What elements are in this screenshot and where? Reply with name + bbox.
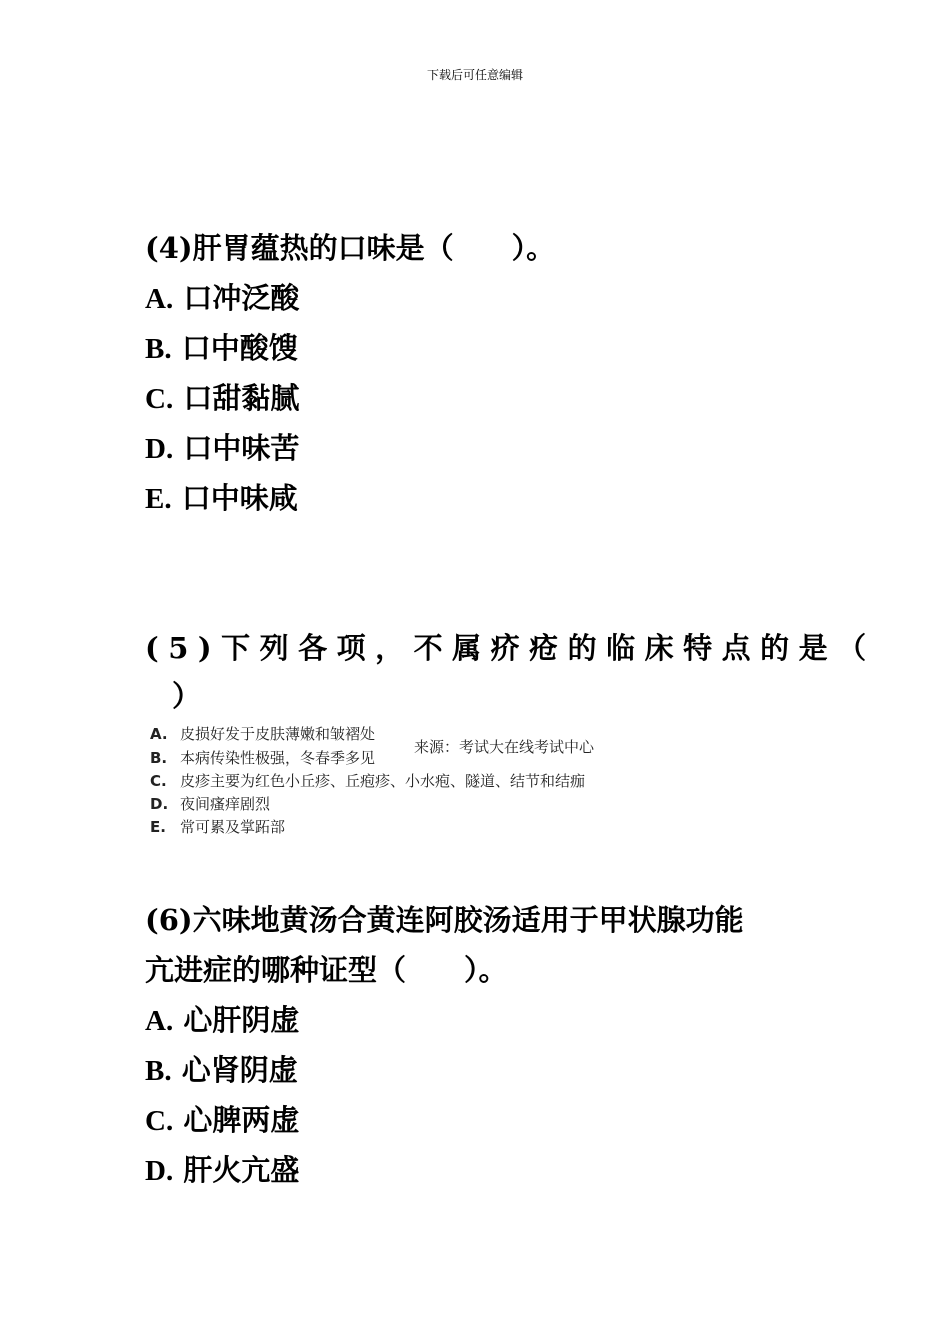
option-letter: D. <box>145 1155 174 1187</box>
option-letter: C. <box>150 772 167 790</box>
option-text: 肝火亢盛 <box>183 1153 300 1187</box>
option-text: 皮疹主要为红色小丘疹、丘疱疹、小水疱、隧道、结节和结痂 <box>180 772 586 790</box>
option-letter: B. <box>150 749 168 767</box>
option-text: 口中味咸 <box>181 481 298 515</box>
option-text: 本病传染性极强，冬春季多见 <box>180 749 376 767</box>
option-text: 口中酸馊 <box>181 331 298 365</box>
question-5-stem-line1: (5)下列各项，不属疥疮的临床特点的是（ <box>145 631 876 665</box>
option-letter: B. <box>145 333 172 365</box>
question-6-stem-line1: (6)六味地黄汤合黄连阿胶汤适用于甲状腺功能 <box>145 903 744 937</box>
option-text: 皮损好发于皮肤薄嫩和皱褶处 <box>180 725 376 743</box>
question-4-option-c <box>145 380 299 417</box>
question-4-option-e <box>145 480 298 517</box>
option-letter: A. <box>145 1005 174 1037</box>
option-letter: E. <box>150 818 166 836</box>
question-6-option-c <box>145 1102 299 1139</box>
image-option-c <box>150 771 585 791</box>
option-text: 夜间瘙痒剧烈 <box>180 795 271 813</box>
option-letter: C. <box>145 1105 174 1137</box>
question-4-option-d <box>145 430 299 467</box>
option-text: 口冲泛酸 <box>183 281 300 315</box>
question-6-option-b <box>145 1052 298 1089</box>
question-4-stem: (4)肝胃蕴热的口味是（ ）。 <box>145 231 556 265</box>
image-option-e <box>150 817 285 837</box>
option-text: 口甜黏腻 <box>183 381 300 415</box>
option-letter: B. <box>145 1055 172 1087</box>
option-text: 心肝阴虚 <box>183 1003 300 1037</box>
option-letter: D. <box>150 795 169 813</box>
question-4-option-a <box>145 280 299 317</box>
question-6-option-a <box>145 1002 299 1039</box>
source-note: 来源：考试大在线考试中心 <box>414 738 595 756</box>
page-header: 下载后可任意编辑 <box>426 68 523 82</box>
image-option-d <box>150 794 270 814</box>
option-letter: A. <box>150 725 168 743</box>
option-letter: C. <box>145 383 174 415</box>
image-option-a <box>150 724 375 744</box>
question-5-stem-line2: ） <box>172 679 202 713</box>
option-letter: E. <box>145 483 172 515</box>
option-text: 心脾两虚 <box>183 1103 300 1137</box>
option-letter: A. <box>145 283 174 315</box>
question-6-option-d <box>145 1152 299 1189</box>
image-option-b <box>150 748 375 768</box>
question-6-stem-line2: 亢进症的哪种证型（ ）。 <box>145 953 508 987</box>
question-5-options-image <box>150 722 650 842</box>
option-text: 心肾阴虚 <box>181 1053 298 1087</box>
option-text: 常可累及掌跖部 <box>180 818 286 836</box>
option-letter: D. <box>145 433 174 465</box>
question-4-option-b <box>145 330 298 367</box>
option-text: 口中味苦 <box>183 431 300 465</box>
